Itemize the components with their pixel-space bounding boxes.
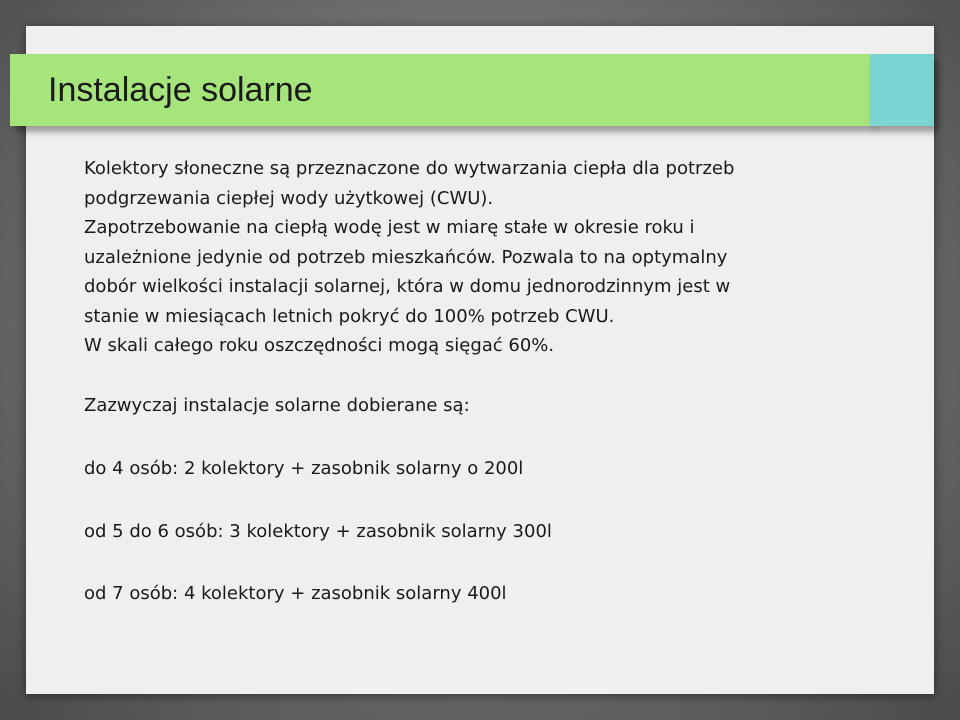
paragraph-line: stanie w miesiącach letnich pokryć do 100% potrzeb CWU. xyxy=(84,305,615,327)
option-line: od 7 osób: 4 kolektory + zasobnik solarny 400l xyxy=(84,583,507,604)
paragraph-line: W skali całego roku oszczędności mogą sięgać 60%. xyxy=(84,335,555,356)
paragraph-line: dobór wielkości instalacji solarnej, która w domu jednorodzinnym jest w xyxy=(84,276,731,297)
slide-title: Instalacje solarne xyxy=(48,71,313,109)
slide-content xyxy=(84,154,904,609)
paragraph-line: uzależnione jedynie od potrzeb mieszkańców. Pozwala to na optymalny xyxy=(84,246,728,268)
spacer xyxy=(84,546,904,579)
title-banner xyxy=(10,54,870,126)
paragraph-line: podgrzewania ciepłej wody użytkowej (CWU). xyxy=(84,187,494,209)
paragraph-line: Zapotrzebowanie na ciepłą wodę jest w miarę stałe w okresie roku i xyxy=(84,217,695,238)
intro-line: Zazwyczaj instalacje solarne dobierane są: xyxy=(84,394,470,416)
spacer xyxy=(84,420,904,454)
spacer xyxy=(84,484,904,517)
title-banner-accent xyxy=(870,54,934,126)
option-line: od 5 do 6 osób: 3 kolektory + zasobnik solarny 300l xyxy=(84,520,552,542)
spacer xyxy=(84,361,904,391)
option-line: do 4 osób: 2 kolektory + zasobnik solarny o 200l xyxy=(84,458,524,479)
paragraph-line: Kolektory słoneczne są przeznaczone do wytwarzania ciepła dla potrzeb xyxy=(84,158,735,179)
